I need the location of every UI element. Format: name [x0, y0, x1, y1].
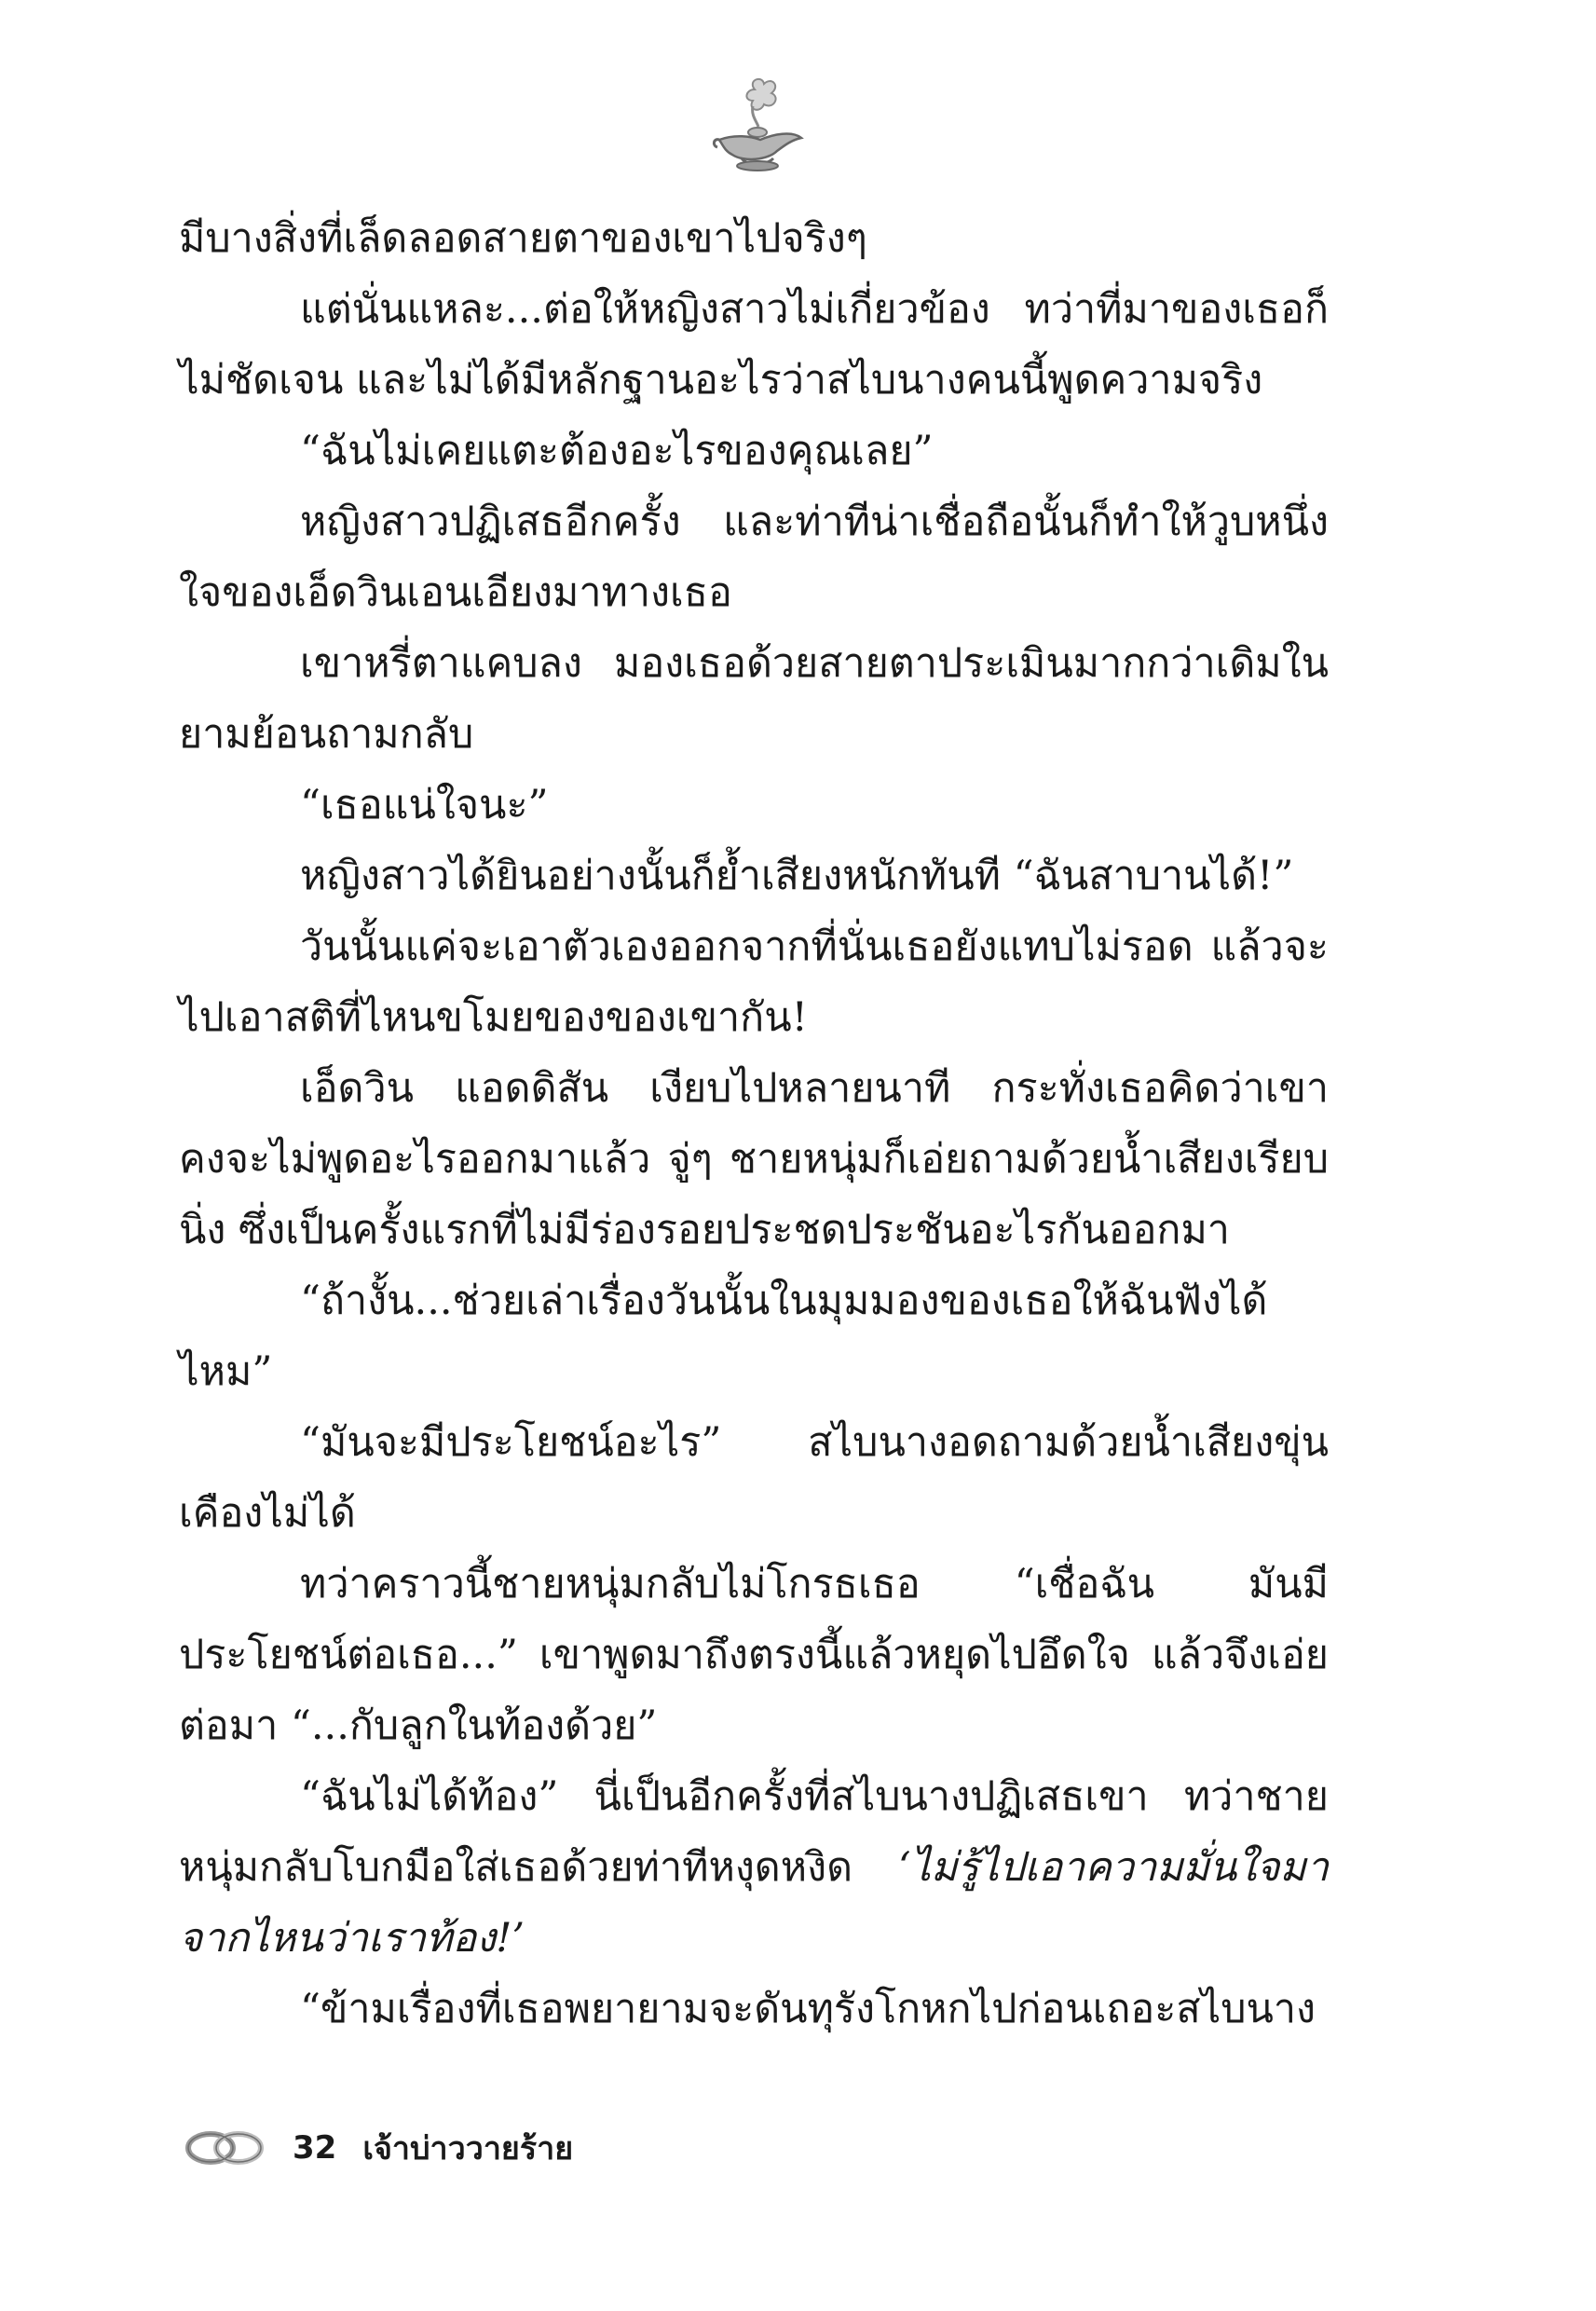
page-number: 32: [293, 2129, 337, 2167]
paragraph: ทว่าคราวนี้ชายหนุ่มกลับไม่โกรธเธอ “เชื่อฉัน มันมีประโยชน์ต่อเธอ...” เขาพูดมาถึงตรงนี้แล้วหยุดไปอึดใจ แล้วจึงเอ่ยต่อมา “...กับลูกในท้องด้วย”: [179, 1561, 1329, 1749]
paragraph: “เธอแน่ใจนะ”: [300, 782, 549, 828]
paragraph: หญิงสาวได้ยินอย่างนั้นก็ย้ำเสียงหนักทันที “ฉันสาบานได้!”: [300, 853, 1294, 899]
paragraph: “ข้ามเรื่องที่เธอพยายามจะดันทุรังโกหกไปก่อนเถอะสไบนาง: [300, 1986, 1316, 2032]
italic-thought: ‘ไม่รู้ไปเอาความมั่นใจมาจากไหนว่าเราท้อง!’: [179, 1844, 1329, 1962]
body-text: [179, 203, 1329, 2044]
book-title: เจ้าบ่าววายร้าย: [362, 2130, 574, 2167]
paragraph-text: “ฉันไม่ได้ท้อง” นี่เป็นอีกครั้งที่สไบนางปฏิเสธเขา ทว่าชายหนุ่มกลับโบกมือใส่เธอด้วยท่าทีหงุดหงิด: [179, 1773, 1329, 1891]
paragraph: “ฉันไม่เคยแตะต้องอะไรของคุณเลย”: [300, 428, 934, 474]
paragraph: มีบางสิ่งที่เล็ดลอดสายตาของเขาไปจริงๆ: [179, 215, 867, 262]
paragraph: [179, 1761, 1329, 1974]
magic-lamp-icon: [706, 73, 809, 175]
paragraph: วันนั้นแค่จะเอาตัวเองออกจากที่นั่นเธอยังแทบไม่รอด แล้วจะไปเอาสติที่ไหนขโมยของของเขากัน!: [179, 923, 1329, 1041]
paragraph: หญิงสาวปฏิเสธอีกครั้ง และท่าทีน่าเชื่อถือนั้นก็ทำให้วูบหนึ่งใจของเอ็ดวินเอนเอียงมาทางเธอ: [179, 499, 1329, 616]
paragraph: “มันจะมีประโยชน์อะไร” สไบนางอดถามด้วยน้ำเสียงขุ่นเคืองไม่ได้: [179, 1419, 1329, 1537]
interlocked-rings-icon: [183, 2127, 268, 2168]
paragraph: เอ็ดวิน แอดดิสัน เงียบไปหลายนาที กระทั่งเธอคิดว่าเขาคงจะไม่พูดอะไรออกมาแล้ว จู่ๆ ชายหนุ่มก็เอ่ยถามด้วยน้ำเสียงเรียบนิ่ง ซึ่งเป็นครั้งแรกที่ไม่มีร่องรอยประชดประชันอะไรกันออกมา: [179, 1065, 1329, 1253]
paragraph: เขาหรี่ตาแคบลง มองเธอด้วยสายตาประเมินมากกว่าเดิมในยามย้อนถามกลับ: [179, 640, 1329, 758]
paragraph: แต่นั่นแหละ...ต่อให้หญิงสาวไม่เกี่ยวข้อง ทว่าที่มาของเธอก็ไม่ชัดเจน และไม่ได้มีหลักฐานอะไรว่าสไบนางคนนี้พูดความจริง: [179, 286, 1329, 403]
paragraph: “ถ้างั้น...ช่วยเล่าเรื่องวันนั้นในมุมมองของเธอให้ฉันฟังได้ไหม”: [179, 1278, 1268, 1395]
page-footer: [183, 2122, 573, 2174]
